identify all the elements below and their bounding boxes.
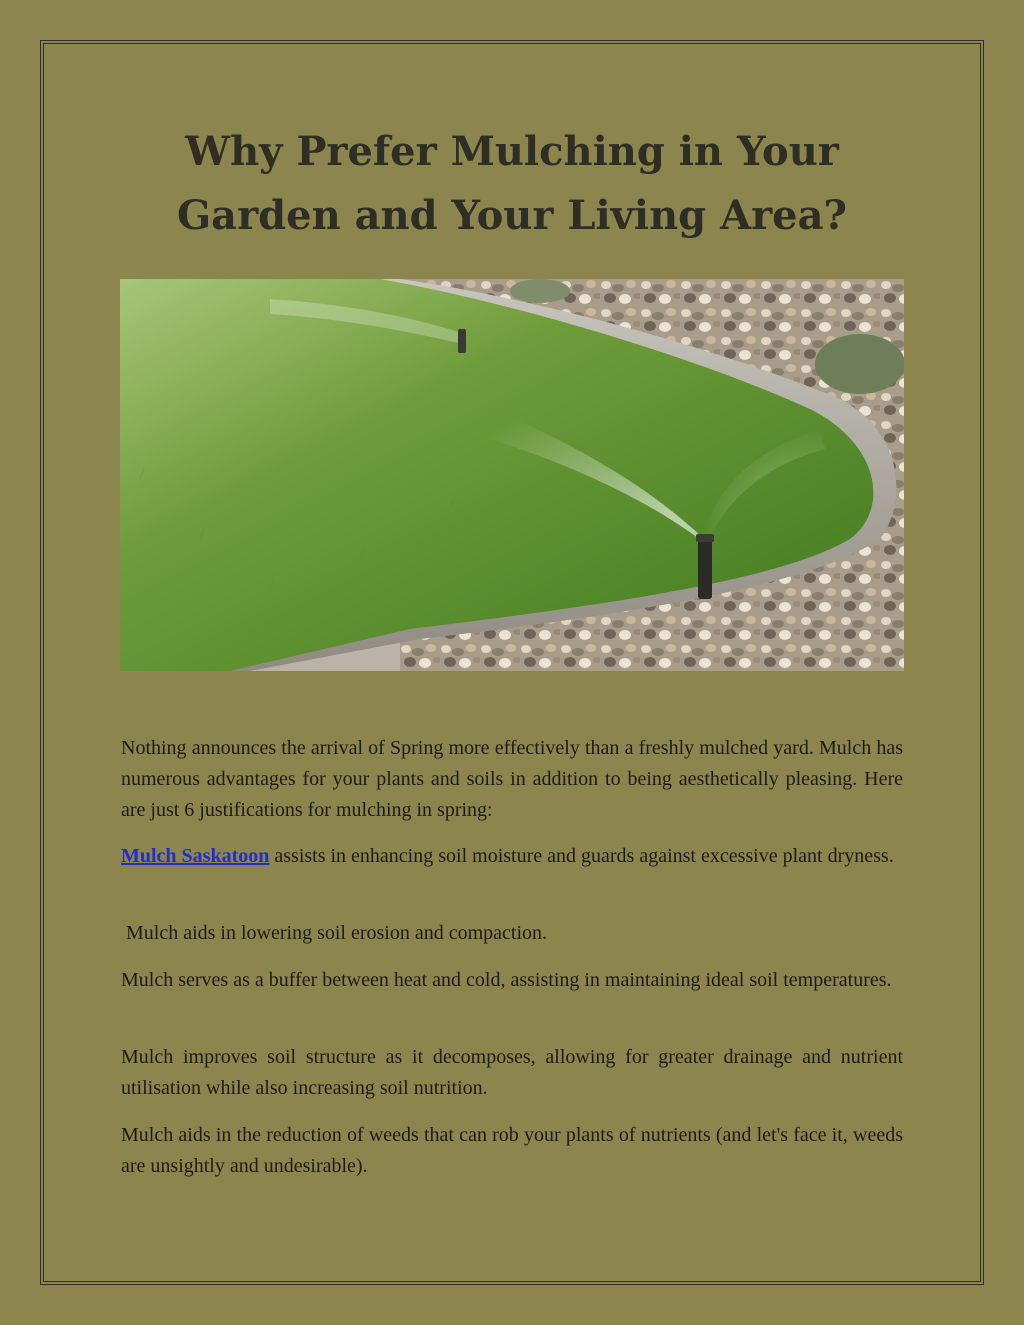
erosion-paragraph: Mulch aids in lowering soil erosion and compaction.	[121, 922, 548, 944]
intro-paragraph: Nothing announces the arrival of Spring more effectively than a freshly mulched yard. Mulch has numerous advantages for your plants and soils in addition to being aesthetically pleasing. Here are just 6 justifications for mulching in spring:	[121, 737, 903, 821]
lawn-sprinkler-photo	[120, 279, 904, 671]
mulch-saskatoon-link[interactable]: Mulch Saskatoon	[121, 845, 270, 867]
moisture-paragraph	[121, 841, 903, 872]
weeds-paragraph: Mulch aids in the reduction of weeds that can rob your plants of nutrients (and let's face it, weeds are unsightly and undesirable).	[121, 1124, 903, 1177]
moisture-paragraph-text: assists in enhancing soil moisture and guards against excessive plant dryness.	[269, 845, 894, 867]
soil-structure-paragraph: Mulch improves soil structure as it decomposes, allowing for greater drainage and nutrient utilisation while also increasing soil nutrition.	[121, 1046, 903, 1099]
temperature-paragraph: Mulch serves as a buffer between heat and cold, assisting in maintaining ideal soil temperatures.	[121, 969, 892, 991]
document-title: Why Prefer Mulching in Your Garden and Your Living Area?	[177, 128, 847, 239]
